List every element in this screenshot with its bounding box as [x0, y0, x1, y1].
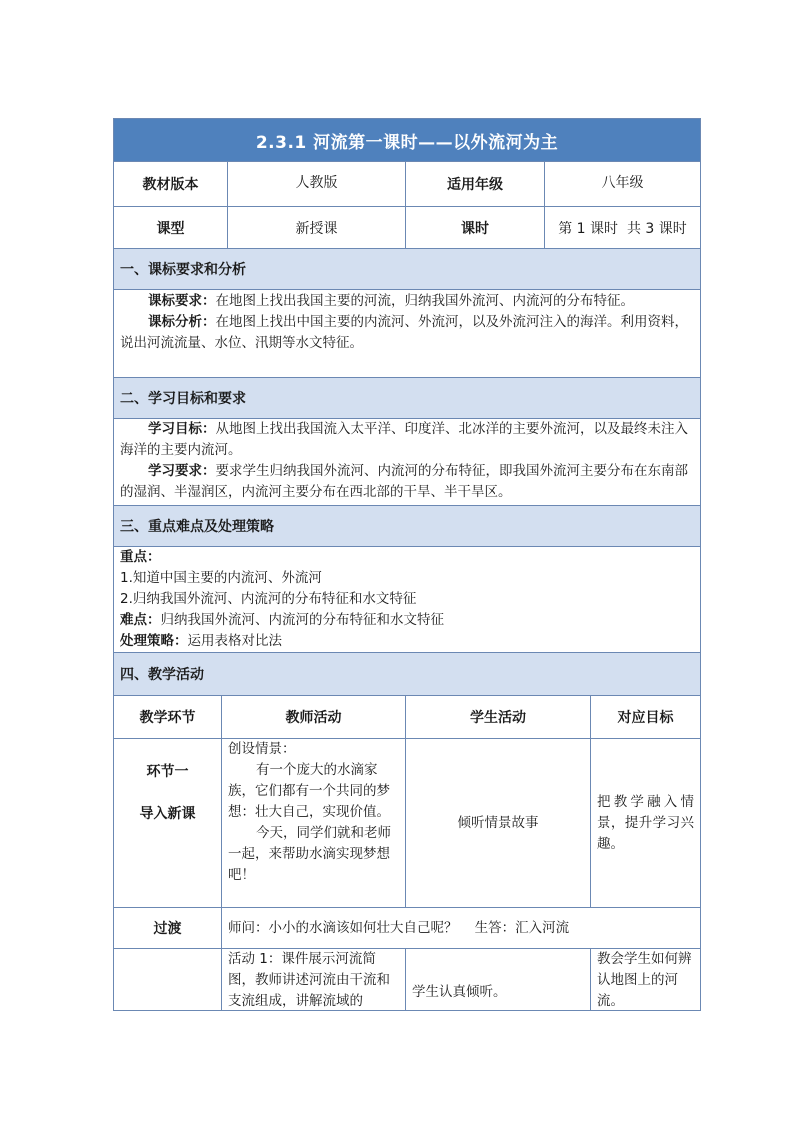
teacher-paragraph-2: 今天，同学们就和老师一起，来帮助水滴实现梦想吧！	[228, 825, 391, 883]
stage-number: 环节一	[146, 764, 189, 780]
activity1-stage	[114, 949, 222, 1011]
section-heading-standards: 一、课标要求和分析	[114, 249, 700, 289]
strategy: 处理策略：运用表格对比法	[120, 633, 282, 649]
section-heading-goals: 二、学习目标和要求	[114, 378, 700, 418]
goal-cell: 把教学融入情景，提升学习兴趣。	[597, 793, 694, 852]
type-label: 课型	[114, 207, 228, 248]
info-row-type	[114, 207, 700, 248]
col-stage: 教学环节	[114, 696, 222, 738]
grade-label: 适用年级	[406, 162, 545, 206]
section-heading-activities: 四、教学活动	[114, 653, 700, 695]
standard-analysis: 课标分析：在地图上找出中国主要的内流河、外流河，以及外流河注入的海洋。利用资料，说出河流流量、水位、汛期等水文特征。	[120, 314, 688, 351]
col-student: 学生活动	[406, 696, 591, 738]
activity-row-transition	[114, 908, 700, 948]
teacher-heading: 创设情景：	[228, 741, 296, 757]
section-body-standards	[114, 291, 700, 377]
section-heading-keypoints: 三、重点难点及处理策略	[114, 506, 700, 546]
student-activity-cell: 倾听情景故事	[406, 739, 591, 907]
edition-label: 教材版本	[114, 162, 228, 206]
col-teacher: 教师活动	[222, 696, 406, 738]
difficulty: 难点：归纳我国外流河、内流河的分布特征和水文特征	[120, 612, 444, 628]
period-value: 第 1 课时 共 3 课时	[558, 220, 687, 237]
transition-text: 师问：小小的水滴该如何壮大自己呢？ 生答：汇入河流	[228, 919, 570, 936]
section-body-goals	[114, 419, 700, 505]
stage-cell	[114, 739, 222, 907]
activity1-teacher: 活动 1：课件展示河流简图，教师讲述河流由干流和支流组成，讲解流域的	[222, 949, 406, 1011]
section-body-keypoints	[114, 547, 700, 651]
document-title: 2.3.1 河流第一课时——以外流河为主	[114, 119, 700, 161]
type-value: 新授课	[228, 207, 406, 248]
info-row-edition	[114, 162, 700, 206]
learning-goal: 学习目标：从地图上找出我国流入太平洋、印度洋、北冰洋的主要外流河，以及最终未注入海洋的主要内流河。	[120, 421, 688, 458]
learning-requirement: 学习要求：要求学生归纳我国外流河、内流河的分布特征，即我国外流河主要分布在东南部的湿润、半湿润区，内流河主要分布在西北部的干旱、半干旱区。	[120, 463, 688, 500]
edition-value: 人教版	[228, 162, 406, 206]
teacher-paragraph-1: 有一个庞大的水滴家族，它们都有一个共同的梦想：壮大自己，实现价值。	[228, 762, 390, 820]
activity-row-intro	[114, 739, 700, 907]
grade-value: 八年级	[601, 175, 644, 191]
activity1-student: 学生认真倾听。	[406, 949, 591, 1011]
key-label: 重点：	[120, 549, 161, 565]
activity-row-activity1	[114, 949, 700, 1011]
stage-name: 导入新课	[139, 806, 196, 822]
divider	[114, 289, 700, 290]
activity-header-row	[114, 696, 700, 738]
col-goal: 对应目标	[617, 710, 674, 726]
activity1-goal: 教会学生如何辨认地图上的河流。	[597, 951, 692, 1009]
transition-stage: 过渡	[114, 908, 222, 948]
key-item-2: 2.归纳我国外流河、内流河的分布特征和水文特征	[120, 591, 417, 607]
period-label: 课时	[406, 207, 545, 248]
standard-requirement: 课标要求：在地图上找出我国主要的河流，归纳我国外流河、内流河的分布特征。	[148, 293, 634, 309]
teacher-activity-cell	[222, 739, 406, 907]
lesson-plan-table	[113, 118, 701, 1011]
key-item-1: 1.知道中国主要的内流河、外流河	[120, 570, 322, 586]
